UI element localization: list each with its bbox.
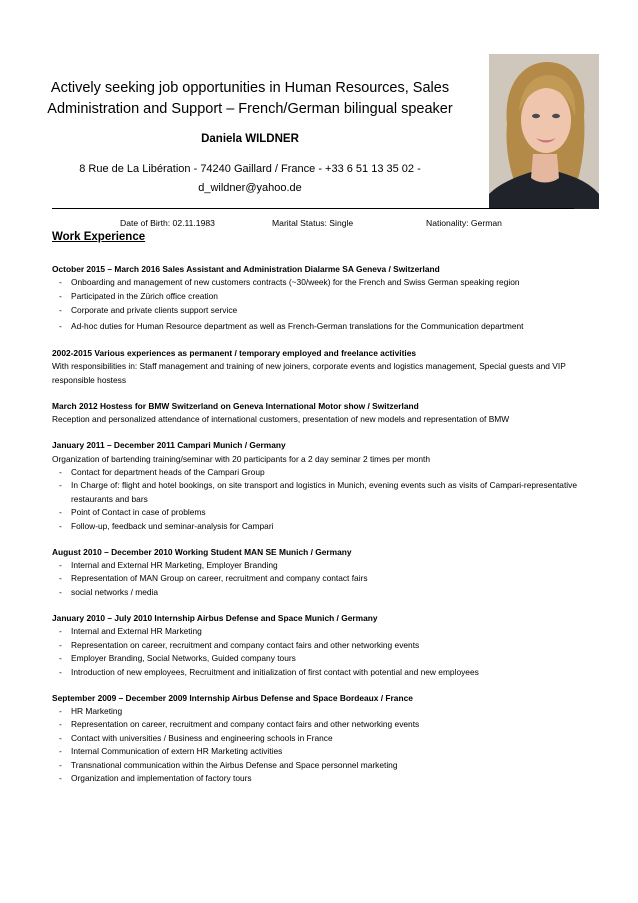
bullet-item: - Corporate and private clients support service (59, 303, 577, 319)
experience-entry (52, 612, 577, 679)
bullet-item: - Internal Communication of extern HR Marketing activities (59, 745, 577, 758)
bullet-item: - Introduction of new employees, Recruitment and initialization of first contact with potential and new employees (59, 666, 577, 679)
bullet-item: - Organization and implementation of factory tours (59, 772, 577, 785)
experience-entry (52, 347, 577, 387)
bullet-item: - Internal and External HR Marketing (59, 625, 577, 638)
bullet-item: - Point of Contact in case of problems (59, 506, 577, 519)
entry-description: Reception and personalized attendance of international customers, presentation of new models and representation of BMW (52, 414, 510, 425)
entry-title: January 2010 – July 2010 Internship Airbus Defense and Space Munich / Germany (52, 612, 378, 623)
experience-entry (52, 439, 577, 533)
headline-line-2: Administration and Support – French/German bilingual speaker (47, 101, 453, 117)
entry-title: March 2012 Hostess for BMW Switzerland on Geneva International Motor show / Switzerland (52, 400, 419, 411)
entry-title: January 2011 – December 2011 Campari Munich / Germany (52, 440, 286, 451)
bullet-item: - Ad-hoc duties for Human Resource department as well as French-German translations for the Communication department (59, 319, 577, 335)
experience-entry (52, 692, 577, 786)
header-divider (52, 208, 574, 209)
entry-title: August 2010 – December 2010 Working Student MAN SE Munich / Germany (52, 546, 352, 557)
portrait-image (489, 54, 599, 209)
entry-bullets (52, 466, 577, 533)
marital-status: Marital Status: Single (272, 218, 354, 228)
entry-bullets (52, 303, 577, 334)
bullet-item: - Representation of MAN Group on career, recruitment and company contact fairs (59, 572, 577, 585)
work-experience-list (52, 263, 577, 798)
nationality: Nationality: German (426, 218, 502, 228)
experience-entry (52, 546, 577, 600)
bullet-item: - Transnational communication within the Airbus Defense and Space personnel marketing (59, 759, 577, 772)
work-experience-heading: Work Experience (52, 231, 146, 243)
entry-bullets (52, 625, 577, 679)
bullet-item: - In Charge of: flight and hotel bookings, on site transport and logistics in Munich, evening events such as visits of Campari-representative restaurants and bars (59, 479, 577, 506)
profile-photo (489, 54, 599, 209)
entry-title: 2002-2015 Various experiences as permanent / temporary employed and freelance activities (52, 348, 417, 358)
bullet-item: - Representation on career, recruitment and company contact fairs and other networking events (59, 639, 577, 652)
bullet-item: - Onboarding and management of new customers contracts (~30/week) for the French and Swiss German speaking region (59, 276, 577, 289)
headline (40, 78, 460, 120)
experience-entry (52, 400, 577, 427)
bullet-item: - Contact with universities / Business and engineering schools in France (59, 732, 577, 745)
bullet-item: - Contact for department heads of the Campari Group (59, 466, 577, 479)
headline-line-1: Actively seeking job opportunities in Human Resources, Sales (50, 80, 450, 96)
bullet-item: - Employer Branding, Social Networks, Guided company tours (59, 652, 577, 665)
experience-entry (52, 263, 577, 334)
bullet-item: - Follow-up, feedback und seminar-analysis for Campari (59, 520, 577, 533)
email-line: d_wildner@yahoo.de (198, 182, 302, 194)
entry-bullets (52, 705, 577, 785)
address-line: 8 Rue de La Libération - 74240 Gaillard / France - +33 6 51 13 35 02 - (79, 163, 421, 175)
candidate-name: Daniela WILDNER (201, 133, 299, 145)
contact-details (40, 160, 460, 198)
entry-description: Organization of bartending training/seminar with 20 participants for a 2 day seminar 2 times per month (52, 453, 430, 464)
bullet-item: - Representation on career, recruitment and company contact fairs and other networking events (59, 718, 577, 731)
bullet-item: - Participated in the Zürich office creation (59, 290, 577, 303)
entry-description: With responsibilities in: Staff management and training of new joiners, corporate events and logistics management, Special guests and VIP responsible hostess (52, 361, 566, 385)
entry-bullets (52, 276, 577, 303)
bullet-item: - social networks / media (59, 586, 577, 599)
bullet-item: - HR Marketing (59, 705, 577, 718)
bullet-item: - Internal and External HR Marketing, Employer Branding (59, 559, 577, 572)
date-of-birth: Date of Birth: 02.11.1983 (120, 218, 215, 228)
entry-title: September 2009 – December 2009 Internship Airbus Defense and Space Bordeaux / France (52, 692, 413, 703)
entry-bullets (52, 559, 577, 599)
entry-title: October 2015 – March 2016 Sales Assistant and Administration Dialarme SA Geneva / Switzerland (52, 264, 440, 274)
